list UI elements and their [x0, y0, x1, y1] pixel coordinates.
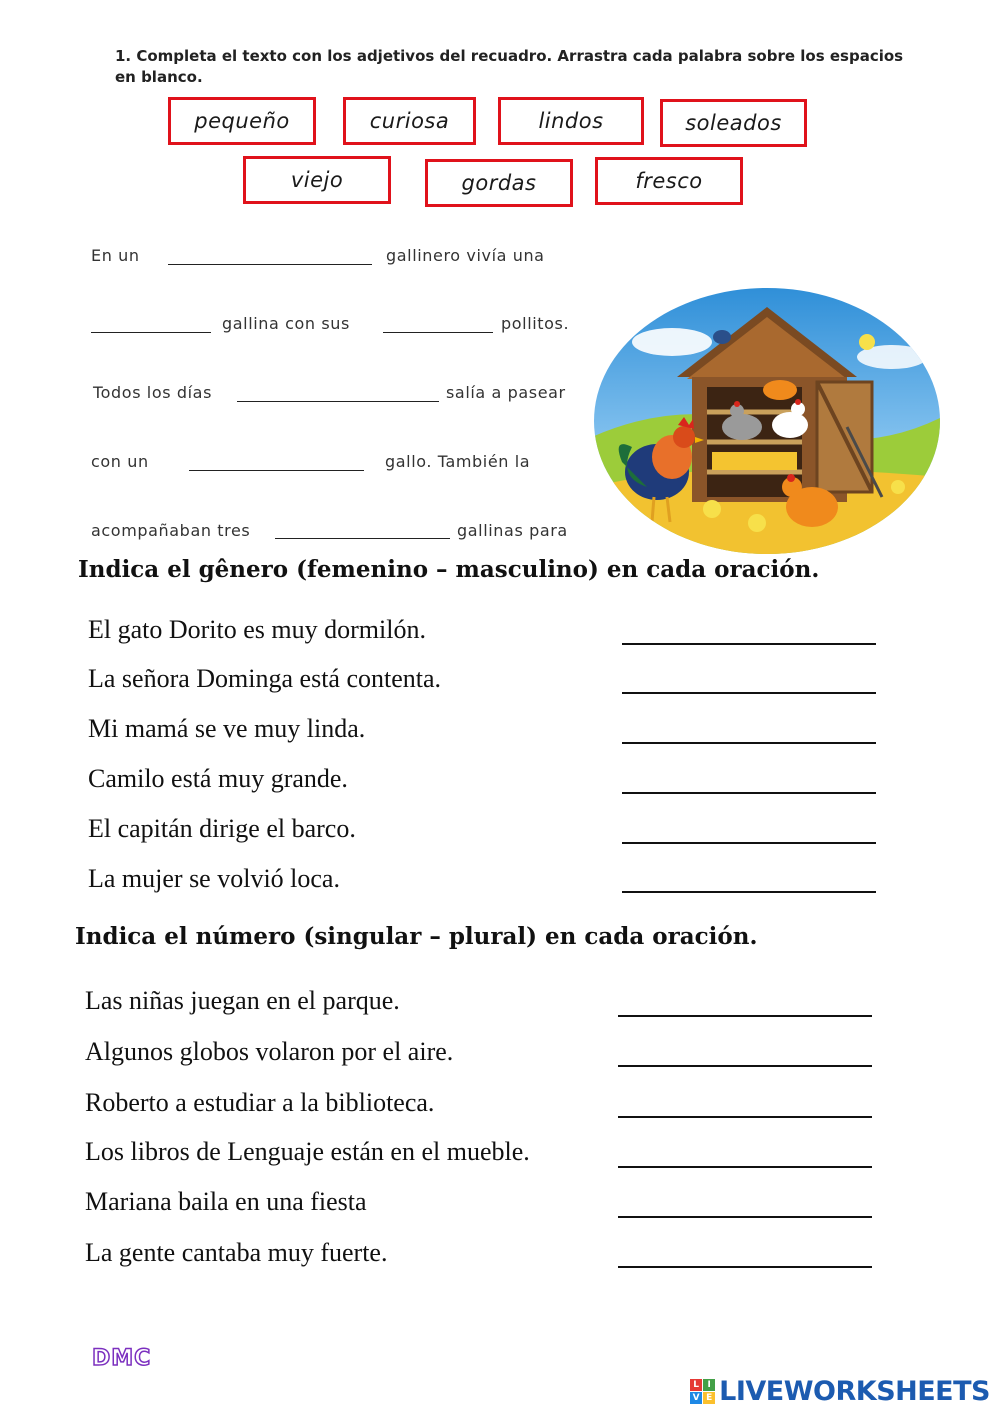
word-card-viejo[interactable]: viejo: [243, 156, 391, 204]
story-text-segment: gallinas para: [457, 521, 568, 540]
word-card-lindos[interactable]: lindos: [498, 97, 644, 145]
number-answer-line-6[interactable]: [618, 1266, 872, 1268]
chicken-coop-illustration: [592, 287, 942, 555]
exercise-3-heading: Indica el número (singular – plural) en cada oración.: [75, 923, 758, 950]
gender-sentence: El gato Dorito es muy dormilón.: [88, 615, 426, 644]
exercise-2-heading: Indica el gênero (femenino – masculino) en cada oración.: [78, 556, 820, 583]
number-sentence: Mariana baila en una fiesta: [85, 1187, 367, 1216]
story-text-segment: con un: [91, 452, 149, 471]
story-blank-6[interactable]: [275, 538, 450, 539]
story-text-segment: En un: [91, 246, 140, 265]
logo-letter: V: [690, 1392, 702, 1404]
logo-letter: I: [703, 1379, 715, 1391]
story-text-segment: Todos los días: [93, 383, 213, 402]
liveworksheets-grid-icon: [690, 1379, 715, 1404]
number-sentence: Algunos globos volaron por el aire.: [85, 1037, 454, 1066]
word-card-gordas[interactable]: gordas: [425, 159, 573, 207]
number-sentence: Las niñas juegan en el parque.: [85, 986, 400, 1015]
number-sentence: Roberto a estudiar a la biblioteca.: [85, 1088, 435, 1117]
story-text-segment: pollitos.: [501, 314, 570, 333]
story-blank-1[interactable]: [168, 264, 372, 265]
gender-answer-line-3[interactable]: [622, 742, 876, 744]
gender-sentence: Camilo está muy grande.: [88, 764, 348, 793]
gender-sentence: La mujer se volvió loca.: [88, 864, 340, 893]
word-card-fresco[interactable]: fresco: [595, 157, 743, 205]
word-card-pequeno[interactable]: pequeño: [168, 97, 316, 145]
number-answer-line-3[interactable]: [618, 1116, 872, 1118]
number-answer-line-1[interactable]: [618, 1015, 872, 1017]
logo-letter: L: [690, 1379, 702, 1391]
author-mark: DMC: [92, 1346, 152, 1371]
story-blank-5[interactable]: [189, 470, 364, 471]
gender-answer-line-2[interactable]: [622, 692, 876, 694]
story-blank-3[interactable]: [383, 332, 493, 333]
gender-sentence: La señora Dominga está contenta.: [88, 664, 442, 693]
logo-letter: E: [703, 1392, 715, 1404]
gender-answer-line-1[interactable]: [622, 643, 876, 645]
exercise-1-instruction: 1. Completa el texto con los adjetivos del recuadro. Arrastra cada palabra sobre los espacios en blanco.: [115, 47, 904, 86]
number-answer-line-4[interactable]: [618, 1166, 872, 1168]
story-text-segment: acompañaban tres: [91, 521, 251, 540]
gender-answer-line-4[interactable]: [622, 792, 876, 794]
number-answer-line-2[interactable]: [618, 1065, 872, 1067]
gender-answer-line-6[interactable]: [622, 891, 876, 893]
gender-answer-line-5[interactable]: [622, 842, 876, 844]
number-sentence: Los libros de Lenguaje están en el mueble.: [85, 1137, 530, 1166]
number-answer-line-5[interactable]: [618, 1216, 872, 1218]
liveworksheets-brand-text: LIVEWORKSHEETS: [719, 1375, 990, 1407]
word-card-soleados[interactable]: soleados: [660, 99, 807, 147]
liveworksheets-logo[interactable]: [690, 1374, 990, 1408]
story-blank-4[interactable]: [237, 401, 439, 402]
story-text-segment: salía a pasear: [446, 383, 566, 402]
word-card-curiosa[interactable]: curiosa: [343, 97, 476, 145]
number-sentence: La gente cantaba muy fuerte.: [85, 1238, 388, 1267]
story-blank-2[interactable]: [91, 332, 211, 333]
story-text-segment: gallina con sus: [222, 314, 350, 333]
story-text-segment: gallinero vivía una: [386, 246, 545, 265]
gender-sentence: El capitán dirige el barco.: [88, 814, 356, 843]
gender-sentence: Mi mamá se ve muy linda.: [88, 714, 366, 743]
story-text-segment: gallo. También la: [385, 452, 531, 471]
